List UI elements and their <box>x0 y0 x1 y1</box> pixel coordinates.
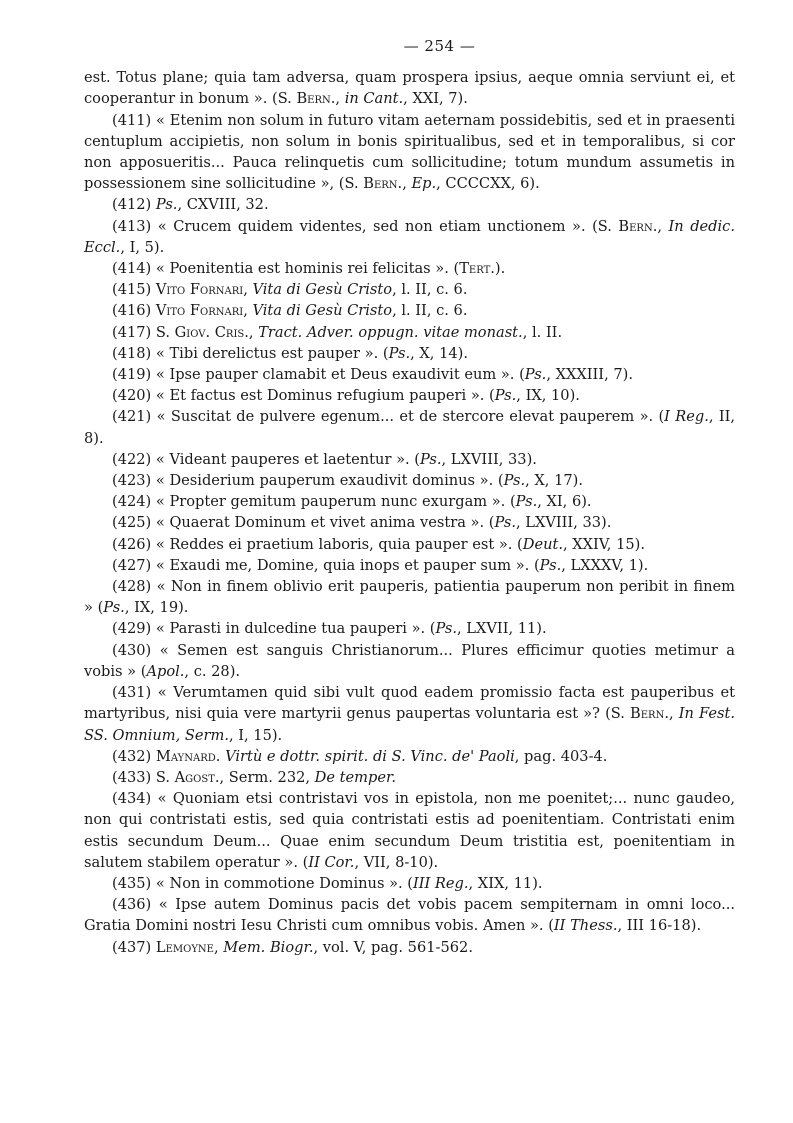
footnote-429: (429) « Parasti in dulcedine tua pauperi ». (Ps., LXVII, 11). <box>112 620 547 638</box>
page-number: — 254 — <box>403 37 476 55</box>
footnote-425: (425) « Quaerat Dominum et vivet anima vestra ». (Ps., LXVIII, 33). <box>112 514 612 532</box>
footnote-435: (435) « Non in commotione Dominus ». (III Reg., XIX, 11). <box>112 874 543 892</box>
footnote-431: (431) « Verumtamen quid sibi vult quod eadem promissio facta est pauperibus et martyribus, nisi quia vere martyrii genus paupertas voluntaria est »? (S. Bern., In Fest. SS. Omnium, Serm., I, 15). <box>84 684 736 744</box>
footnote-430: (430) « Semen est sanguis Christianorum... Plures efficimur quoties metimur a vobis » (Apol., c. 28). <box>84 641 735 680</box>
footnote-437: (437) Lemoyne, Mem. Biogr., vol. V, pag. 561-562. <box>112 938 473 956</box>
footnote-436: (436) « Ipse autem Dominus pacis det vobis pacem sempiternam in omni loco... Gratia Domini nostri Iesu Christi cum omnibus vobis. Amen ». (II Thess., III 16-18). <box>84 896 735 935</box>
footnote-424: (424) « Propter gemitum pauperum nunc exurgam ». (Ps., XI, 6). <box>112 493 592 511</box>
footnote-419: (419) « Ipse pauper clamabit et Deus exaudivit eum ». (Ps., XXXIII, 7). <box>112 366 633 384</box>
footnote-427: (427) « Exaudi me, Domine, quia inops et pauper sum ». (Ps., LXXXV, 1). <box>112 556 649 574</box>
footnote-414: (414) « Poenitentia est hominis rei felicitas ». (Tert.). <box>112 260 506 278</box>
footnote-426: (426) « Reddes ei praetium laboris, quia pauper est ». (Deut., XXIV, 15). <box>112 535 645 553</box>
footnote-420: (420) « Et factus est Dominus refugium pauperi ». (Ps., IX, 10). <box>112 387 580 405</box>
footnote-416: (416) Vito Fornari, Vita di Gesù Cristo, l. II, c. 6. <box>112 302 468 320</box>
footnotes-list <box>84 67 735 958</box>
footnote-418: (418) « Tibi derelictus est pauper ». (Ps., X, 14). <box>112 344 468 362</box>
footnote-411: (411) « Etenim non solum in futuro vitam aeternam possidebitis, sed et in praesenti centuplum accipietis, non solum in bonis spiritualibus, sed et in temporalibus, si cor non apposueritis... Pauca relinquetis cum sollicitudine; totum mundum assumetis in possessionem sine sollicitudine », (S. Bern., Ep., CCCCXX, 6). <box>84 111 735 193</box>
continued-text: est. Totus plane; quia tam adversa, quam prospera ipsius, aeque omnia serviunt ei, et cooperantur in bonum ». (S. Bern., in Cant., XXI, 7). <box>84 69 735 108</box>
footnote-423: (423) « Desiderium pauperum exaudivit dominus ». (Ps., X, 17). <box>112 472 583 490</box>
footnote-421: (421) « Suscitat de pulvere egenum... et de stercore elevat pauperem ». (I Reg., II, 8). <box>84 408 735 447</box>
footnote-428: (428) « Non in finem oblivio erit pauperis, patientia pauperum non peribit in finem » (Ps., IX, 19). <box>84 578 735 617</box>
footnote-415: (415) Vito Fornari, Vita di Gesù Cristo, l. II, c. 6. <box>112 281 468 299</box>
footnote-422: (422) « Videant pauperes et laetentur ». (Ps., LXVIII, 33). <box>112 450 537 468</box>
footnote-432: (432) Maynard. Virtù e dottr. spirit. di S. Vinc. de' Paoli, pag. 403-4. <box>112 747 608 765</box>
footnote-413: (413) « Crucem quidem videntes, sed non etiam unctionem ». (S. Bern., In dedic. Eccl., I, 5). <box>84 217 735 256</box>
footnote-412: (412) Ps., CXVIII, 32. <box>112 196 269 214</box>
footnote-433: (433) S. Agost., Serm. 232, De temper. <box>112 768 396 786</box>
footnote-417: (417) S. Giov. Cris., Tract. Adver. oppugn. vitae monast., l. II. <box>112 323 563 341</box>
footnote-434: (434) « Quoniam etsi contristavi vos in epistola, non me poenitet;... nunc gaudeo, non qui contristati estis, sed quia contristati estis ad poenitentiam. Contristati enim estis secundum Deum... Quae enim secundum Deum tristitia est, poenitentiam in salutem stabilem operatur ». (II Cor., VII, 8-10). <box>84 790 735 871</box>
